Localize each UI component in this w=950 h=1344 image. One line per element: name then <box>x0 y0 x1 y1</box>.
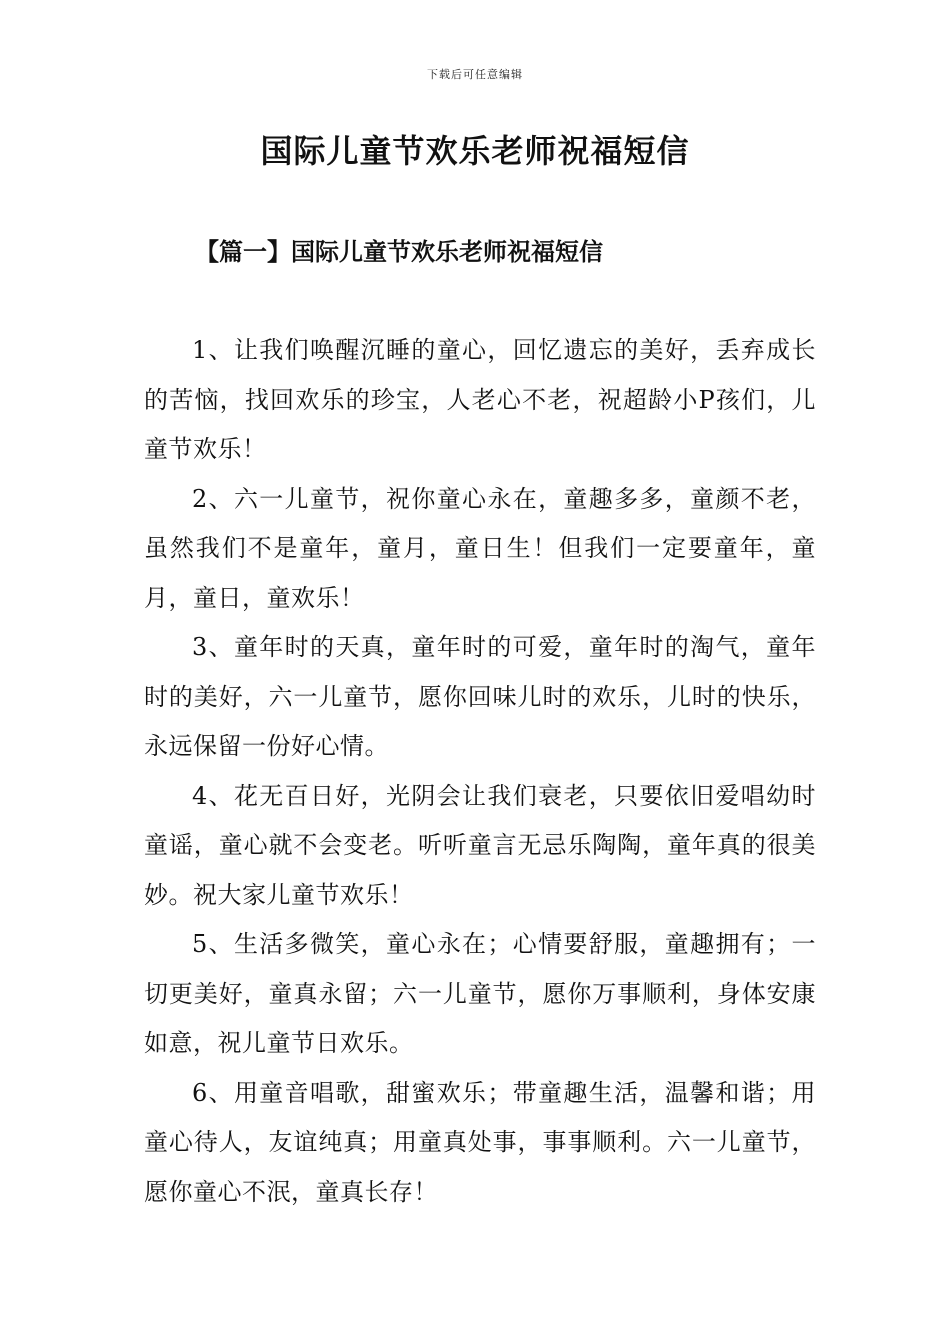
paragraph-2: 2、六一儿童节，祝你童心永在，童趣多多，童颜不老，虽然我们不是童年，童月，童日生！但我们一定要童年，童月，童日，童欢乐！ <box>144 484 816 612</box>
paragraph-4: 4、花无百日好，光阴会让我们衰老，只要依旧爱唱幼时童谣，童心就不会变老。听听童言无忌乐陶陶，童年真的很美妙。祝大家儿童节欢乐！ <box>144 781 816 909</box>
paragraph-3: 3、童年时的天真，童年时的可爱，童年时的淘气，童年时的美好，六一儿童节，愿你回味儿时的欢乐，儿时的快乐，永远保留一份好心情。 <box>144 633 816 760</box>
document-body <box>144 326 816 1217</box>
paragraph-5: 5、生活多微笑，童心永在；心情要舒服，童趣拥有；一切更美好，童真永留；六一儿童节，愿你万事顺利，身体安康如意，祝儿童节日欢乐。 <box>144 930 816 1057</box>
section-heading: 【篇一】国际儿童节欢乐老师祝福短信 <box>195 237 603 266</box>
document-title: 国际儿童节欢乐老师祝福短信 <box>260 132 690 170</box>
paragraph-1: 1、让我们唤醒沉睡的童心，回忆遗忘的美好，丢弃成长的苦恼，找回欢乐的珍宝，人老心不老，祝超龄小P孩们，儿童节欢乐！ <box>144 336 816 463</box>
paragraph-6: 6、用童音唱歌，甜蜜欢乐；带童趣生活，温馨和谐；用童心待人，友谊纯真；用童真处事，事事顺利。六一儿童节，愿你童心不泯，童真长存！ <box>144 1078 816 1206</box>
header-note: 下载后可任意编辑 <box>427 68 523 81</box>
